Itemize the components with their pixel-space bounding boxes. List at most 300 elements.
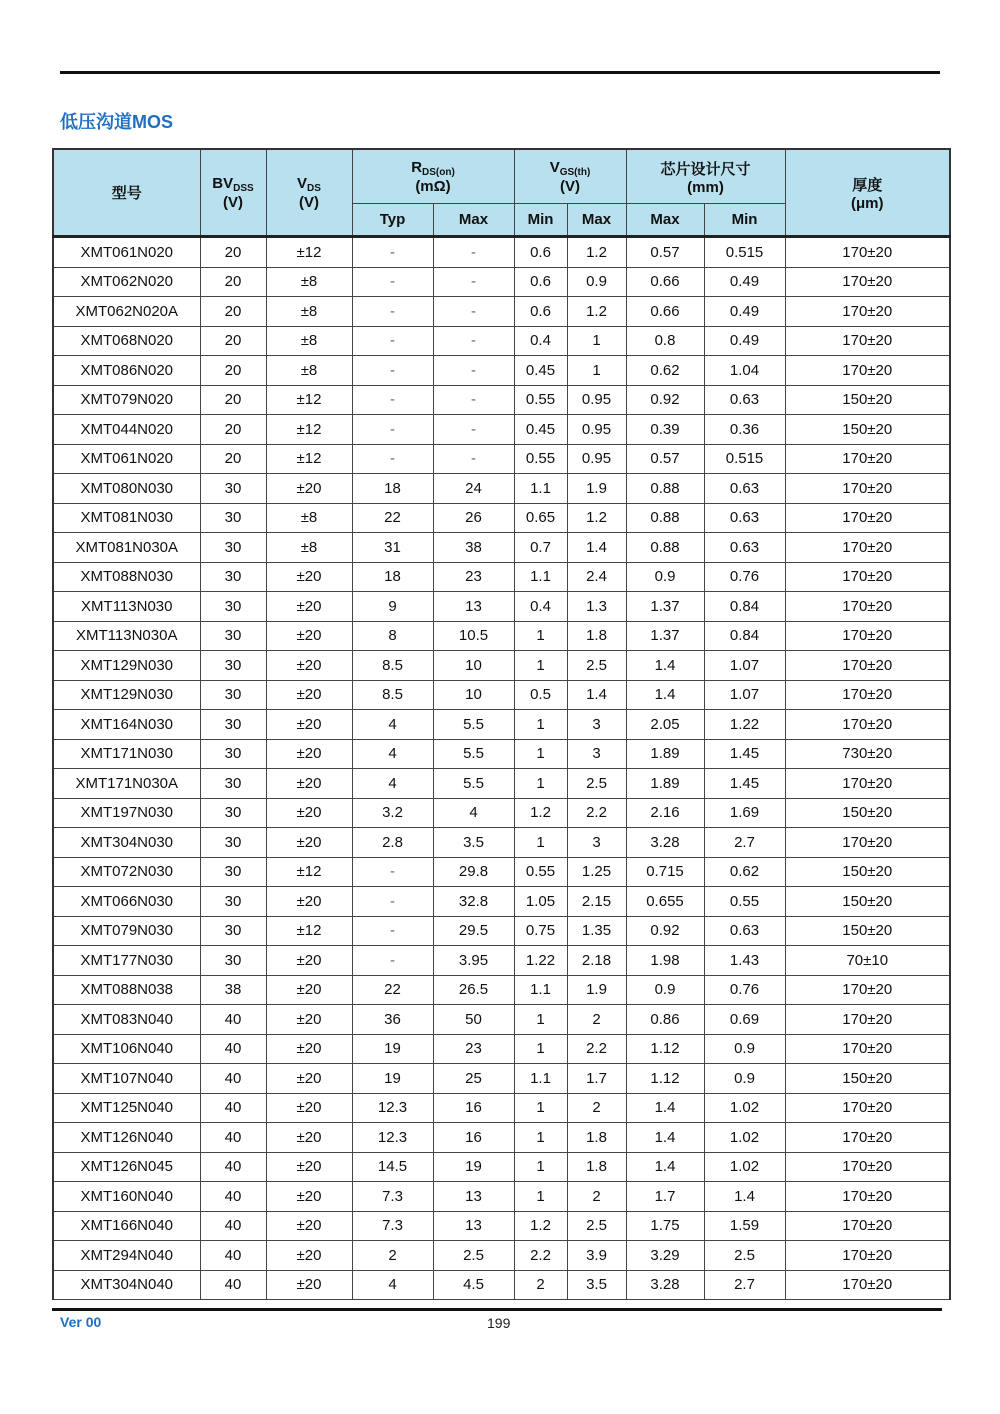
cell-bvdss: 20 [200,237,266,268]
cell-vgs-min: 1.2 [514,1211,567,1241]
cell-vds: ±20 [266,1123,352,1153]
cell-vds: ±8 [266,267,352,297]
cell-vgs-min: 0.4 [514,326,567,356]
cell-model: XMT129N030 [53,651,200,681]
cell-rds-typ: - [352,356,433,386]
cell-chip-min: 0.9 [704,1034,785,1064]
cell-vds: ±20 [266,710,352,740]
cell-rds-max: - [433,356,514,386]
cell-bvdss: 40 [200,1241,266,1271]
cell-chip-max: 3.28 [626,828,704,858]
header-vds-label: V [297,174,308,192]
cell-vgs-min: 0.6 [514,297,567,327]
cell-rds-typ: 9 [352,592,433,622]
cell-rds-typ: 18 [352,474,433,504]
cell-vds: ±20 [266,887,352,917]
cell-rds-max: - [433,237,514,268]
cell-chip-max: 0.92 [626,916,704,946]
cell-chip-min: 0.49 [704,297,785,327]
cell-vds: ±8 [266,533,352,563]
cell-chip-min: 1.04 [704,356,785,386]
cell-rds-typ: 4 [352,739,433,769]
cell-model: XMT113N030A [53,621,200,651]
cell-rds-typ: - [352,946,433,976]
cell-bvdss: 20 [200,297,266,327]
cell-chip-max: 0.88 [626,533,704,563]
table-row [53,533,950,563]
cell-rds-max: 23 [433,562,514,592]
cell-rds-typ: 8.5 [352,651,433,681]
cell-model: XMT072N030 [53,857,200,887]
cell-bvdss: 40 [200,1270,266,1300]
bottom-rule [52,1308,942,1311]
cell-bvdss: 30 [200,503,266,533]
cell-vgs-max: 2.4 [567,562,626,592]
cell-model: XMT066N030 [53,887,200,917]
header-vgs [514,149,626,204]
header-bvdss-label: BV [212,174,234,192]
cell-thickness: 170±20 [785,1152,950,1182]
cell-vgs-min: 0.55 [514,444,567,474]
cell-rds-max: 50 [433,1005,514,1035]
cell-rds-typ: 8.5 [352,680,433,710]
cell-vgs-max: 1.2 [567,237,626,268]
cell-vgs-min: 0.5 [514,680,567,710]
table-row [53,1152,950,1182]
table-row [53,474,950,504]
cell-vds: ±20 [266,1034,352,1064]
cell-rds-max: - [433,297,514,327]
cell-vgs-max: 3 [567,739,626,769]
cell-chip-max: 0.66 [626,297,704,327]
cell-vds: ±8 [266,503,352,533]
cell-vgs-max: 1.8 [567,1123,626,1153]
cell-vgs-min: 1.22 [514,946,567,976]
table-row [53,267,950,297]
cell-vds: ±20 [266,1005,352,1035]
cell-vds: ±20 [266,975,352,1005]
table-body [53,237,950,1300]
cell-chip-min: 1.4 [704,1182,785,1212]
cell-rds-typ: 12.3 [352,1093,433,1123]
cell-vgs-max: 1.2 [567,297,626,327]
cell-thickness: 170±20 [785,1270,950,1300]
cell-vgs-max: 1.4 [567,680,626,710]
cell-vgs-max: 1.7 [567,1064,626,1094]
cell-vgs-max: 1 [567,356,626,386]
cell-chip-max: 0.92 [626,385,704,415]
cell-thickness: 170±20 [785,237,950,268]
table-row [53,1034,950,1064]
cell-chip-min: 0.36 [704,415,785,445]
cell-vgs-min: 2.2 [514,1241,567,1271]
cell-chip-max: 2.05 [626,710,704,740]
table-row [53,651,950,681]
cell-rds-max: 5.5 [433,769,514,799]
cell-rds-max: - [433,385,514,415]
cell-bvdss: 20 [200,444,266,474]
cell-vgs-min: 1.2 [514,798,567,828]
cell-vgs-max: 0.95 [567,444,626,474]
footer-page-number: 199 [487,1315,511,1331]
cell-vgs-min: 0.45 [514,356,567,386]
cell-rds-typ: 14.5 [352,1152,433,1182]
cell-model: XMT088N030 [53,562,200,592]
cell-model: XMT125N040 [53,1093,200,1123]
cell-chip-max: 0.57 [626,444,704,474]
cell-chip-max: 0.88 [626,503,704,533]
cell-vgs-min: 1 [514,1093,567,1123]
header-chip-max: Max [626,204,704,237]
cell-vgs-min: 1 [514,769,567,799]
cell-model: XMT171N030A [53,769,200,799]
cell-chip-max: 1.7 [626,1182,704,1212]
cell-chip-min: 0.55 [704,887,785,917]
cell-vds: ±20 [266,592,352,622]
cell-bvdss: 30 [200,621,266,651]
cell-thickness: 150±20 [785,798,950,828]
cell-model: XMT062N020 [53,267,200,297]
cell-model: XMT129N030 [53,680,200,710]
table-row [53,1123,950,1153]
cell-vgs-max: 2 [567,1005,626,1035]
cell-vds: ±8 [266,356,352,386]
cell-rds-typ: 22 [352,503,433,533]
table-row [53,297,950,327]
cell-chip-max: 1.98 [626,946,704,976]
cell-thickness: 170±20 [785,680,950,710]
cell-thickness: 170±20 [785,533,950,563]
header-vgs-min: Min [514,204,567,237]
cell-vds: ±20 [266,1211,352,1241]
cell-rds-max: 26 [433,503,514,533]
cell-rds-typ: - [352,297,433,327]
cell-vgs-max: 2.5 [567,769,626,799]
table-row [53,1093,950,1123]
cell-vds: ±12 [266,415,352,445]
cell-rds-typ: - [352,326,433,356]
table-row [53,592,950,622]
cell-chip-min: 1.45 [704,769,785,799]
cell-rds-max: 16 [433,1123,514,1153]
cell-thickness: 170±20 [785,562,950,592]
cell-vds: ±20 [266,1270,352,1300]
cell-vgs-min: 1.1 [514,474,567,504]
cell-vds: ±20 [266,1182,352,1212]
cell-thickness: 170±20 [785,1123,950,1153]
cell-rds-max: 26.5 [433,975,514,1005]
cell-thickness: 70±10 [785,946,950,976]
cell-vds: ±20 [266,1093,352,1123]
cell-rds-typ: 36 [352,1005,433,1035]
cell-chip-min: 0.515 [704,444,785,474]
cell-model: XMT081N030A [53,533,200,563]
cell-thickness: 170±20 [785,1005,950,1035]
cell-vgs-max: 0.95 [567,415,626,445]
cell-vds: ±20 [266,828,352,858]
header-model [53,149,200,237]
table-row [53,1241,950,1271]
cell-thickness: 170±20 [785,1241,950,1271]
cell-chip-min: 2.7 [704,828,785,858]
cell-thickness: 170±20 [785,326,950,356]
cell-bvdss: 20 [200,385,266,415]
cell-chip-min: 1.43 [704,946,785,976]
cell-chip-max: 0.39 [626,415,704,445]
cell-thickness: 170±20 [785,592,950,622]
header-thickness-unit: (μm) [851,194,884,212]
cell-model: XMT061N020 [53,444,200,474]
cell-rds-max: 4.5 [433,1270,514,1300]
cell-vgs-min: 0.7 [514,533,567,563]
table-row [53,1064,950,1094]
cell-vgs-max: 3 [567,710,626,740]
cell-vgs-min: 1 [514,710,567,740]
cell-vds: ±20 [266,798,352,828]
cell-model: XMT080N030 [53,474,200,504]
cell-chip-min: 0.69 [704,1005,785,1035]
cell-vgs-min: 1 [514,1152,567,1182]
cell-vds: ±20 [266,651,352,681]
cell-rds-max: 4 [433,798,514,828]
cell-rds-typ: 8 [352,621,433,651]
cell-vds: ±12 [266,444,352,474]
cell-bvdss: 40 [200,1123,266,1153]
cell-rds-typ: - [352,237,433,268]
cell-rds-max: 25 [433,1064,514,1094]
cell-vds: ±20 [266,474,352,504]
cell-chip-max: 1.4 [626,1093,704,1123]
cell-vds: ±12 [266,857,352,887]
cell-model: XMT171N030 [53,739,200,769]
cell-rds-max: 24 [433,474,514,504]
cell-thickness: 170±20 [785,474,950,504]
cell-vds: ±8 [266,297,352,327]
cell-bvdss: 30 [200,857,266,887]
cell-vgs-min: 0.45 [514,415,567,445]
cell-chip-min: 1.02 [704,1093,785,1123]
table-row [53,946,950,976]
cell-bvdss: 40 [200,1152,266,1182]
cell-model: XMT126N040 [53,1123,200,1153]
cell-bvdss: 30 [200,680,266,710]
cell-vgs-min: 0.75 [514,916,567,946]
cell-rds-typ: 19 [352,1064,433,1094]
cell-thickness: 170±20 [785,444,950,474]
section-title: 低压沟道MOS [60,112,174,132]
cell-bvdss: 30 [200,798,266,828]
cell-vgs-max: 2.18 [567,946,626,976]
cell-vgs-min: 1.05 [514,887,567,917]
table-row [53,1270,950,1300]
cell-rds-typ: - [352,916,433,946]
cell-chip-max: 0.9 [626,975,704,1005]
cell-chip-max: 0.655 [626,887,704,917]
header-vgs-unit: (V) [560,177,580,195]
cell-model: XMT088N038 [53,975,200,1005]
cell-chip-min: 0.63 [704,474,785,504]
header-bvdss-sub: DSS [233,182,254,194]
cell-vgs-min: 0.4 [514,592,567,622]
cell-rds-max: 3.5 [433,828,514,858]
cell-vgs-min: 0.6 [514,267,567,297]
spec-table-wrapper [52,148,949,1300]
cell-bvdss: 40 [200,1064,266,1094]
cell-thickness: 150±20 [785,887,950,917]
cell-chip-min: 1.69 [704,798,785,828]
cell-rds-max: - [433,326,514,356]
cell-vgs-max: 3.5 [567,1270,626,1300]
cell-thickness: 150±20 [785,385,950,415]
cell-vds: ±20 [266,680,352,710]
cell-vds: ±12 [266,916,352,946]
header-rds-sub: DS(on) [422,166,455,178]
cell-chip-min: 0.63 [704,503,785,533]
cell-bvdss: 30 [200,769,266,799]
cell-rds-max: 23 [433,1034,514,1064]
cell-chip-min: 0.63 [704,533,785,563]
cell-chip-max: 0.8 [626,326,704,356]
cell-model: XMT294N040 [53,1241,200,1271]
cell-vgs-min: 1 [514,828,567,858]
cell-bvdss: 20 [200,326,266,356]
cell-rds-max: 29.8 [433,857,514,887]
header-chip-size [626,149,785,204]
cell-chip-min: 0.76 [704,975,785,1005]
cell-chip-max: 1.37 [626,621,704,651]
cell-chip-max: 1.4 [626,680,704,710]
cell-thickness: 150±20 [785,916,950,946]
cell-chip-min: 1.59 [704,1211,785,1241]
cell-vgs-max: 3 [567,828,626,858]
table-row [53,916,950,946]
cell-thickness: 170±20 [785,1211,950,1241]
table-row [53,857,950,887]
cell-bvdss: 30 [200,562,266,592]
cell-model: XMT113N030 [53,592,200,622]
cell-model: XMT083N040 [53,1005,200,1035]
header-vds-sub: DS [307,182,321,194]
cell-rds-typ: 31 [352,533,433,563]
cell-bvdss: 30 [200,710,266,740]
cell-chip-min: 1.07 [704,680,785,710]
cell-model: XMT107N040 [53,1064,200,1094]
cell-chip-min: 0.76 [704,562,785,592]
cell-bvdss: 30 [200,592,266,622]
cell-model: XMT079N020 [53,385,200,415]
cell-model: XMT304N040 [53,1270,200,1300]
cell-model: XMT079N030 [53,916,200,946]
cell-rds-typ: 19 [352,1034,433,1064]
cell-rds-typ: 2.8 [352,828,433,858]
table-row [53,326,950,356]
cell-chip-min: 0.49 [704,326,785,356]
table-row [53,710,950,740]
cell-vgs-min: 1 [514,1182,567,1212]
cell-chip-max: 0.9 [626,562,704,592]
cell-vgs-max: 2.5 [567,651,626,681]
cell-vds: ±20 [266,621,352,651]
cell-chip-max: 1.4 [626,651,704,681]
cell-vds: ±20 [266,946,352,976]
cell-vgs-max: 1.2 [567,503,626,533]
header-rds-label: R [411,158,423,176]
cell-chip-min: 1.45 [704,739,785,769]
header-rds [352,149,514,204]
table-row [53,237,950,268]
cell-bvdss: 20 [200,415,266,445]
table-row [53,769,950,799]
header-vgs-max: Max [567,204,626,237]
cell-chip-min: 0.63 [704,385,785,415]
header-thickness [785,149,950,237]
cell-vgs-max: 1.3 [567,592,626,622]
cell-vds: ±20 [266,562,352,592]
cell-thickness: 170±20 [785,1034,950,1064]
cell-vds: ±20 [266,1064,352,1094]
cell-rds-max: - [433,444,514,474]
cell-chip-min: 0.49 [704,267,785,297]
cell-vgs-max: 3.9 [567,1241,626,1271]
cell-model: XMT044N020 [53,415,200,445]
cell-model: XMT068N020 [53,326,200,356]
cell-thickness: 170±20 [785,828,950,858]
table-row [53,621,950,651]
cell-thickness: 170±20 [785,975,950,1005]
cell-model: XMT164N030 [53,710,200,740]
cell-rds-max: 3.95 [433,946,514,976]
cell-thickness: 170±20 [785,769,950,799]
cell-chip-max: 1.75 [626,1211,704,1241]
footer-version: Ver 00 [60,1314,102,1330]
cell-vgs-min: 0.6 [514,237,567,268]
cell-vds: ±20 [266,1241,352,1271]
cell-vgs-max: 0.9 [567,267,626,297]
cell-model: XMT086N020 [53,356,200,386]
cell-rds-typ: 22 [352,975,433,1005]
cell-vgs-max: 1.4 [567,533,626,563]
cell-vgs-min: 0.65 [514,503,567,533]
cell-chip-max: 0.66 [626,267,704,297]
header-rds-unit: (mΩ) [415,177,451,195]
cell-bvdss: 40 [200,1182,266,1212]
cell-model: XMT062N020A [53,297,200,327]
cell-bvdss: 38 [200,975,266,1005]
header-chip-min: Min [704,204,785,237]
cell-model: XMT177N030 [53,946,200,976]
cell-chip-min: 2.7 [704,1270,785,1300]
cell-thickness: 150±20 [785,857,950,887]
cell-model: XMT166N040 [53,1211,200,1241]
table-row [53,739,950,769]
cell-bvdss: 30 [200,739,266,769]
cell-rds-typ: 18 [352,562,433,592]
cell-thickness: 170±20 [785,621,950,651]
cell-chip-max: 1.12 [626,1064,704,1094]
cell-chip-min: 0.84 [704,592,785,622]
cell-model: XMT160N040 [53,1182,200,1212]
cell-bvdss: 30 [200,946,266,976]
cell-rds-max: 10 [433,680,514,710]
header-vds [266,149,352,237]
cell-vgs-max: 2.2 [567,1034,626,1064]
table-row [53,562,950,592]
cell-chip-min: 0.62 [704,857,785,887]
cell-vds: ±12 [266,237,352,268]
table-row [53,887,950,917]
cell-vgs-min: 1.1 [514,562,567,592]
cell-vgs-max: 1.8 [567,621,626,651]
